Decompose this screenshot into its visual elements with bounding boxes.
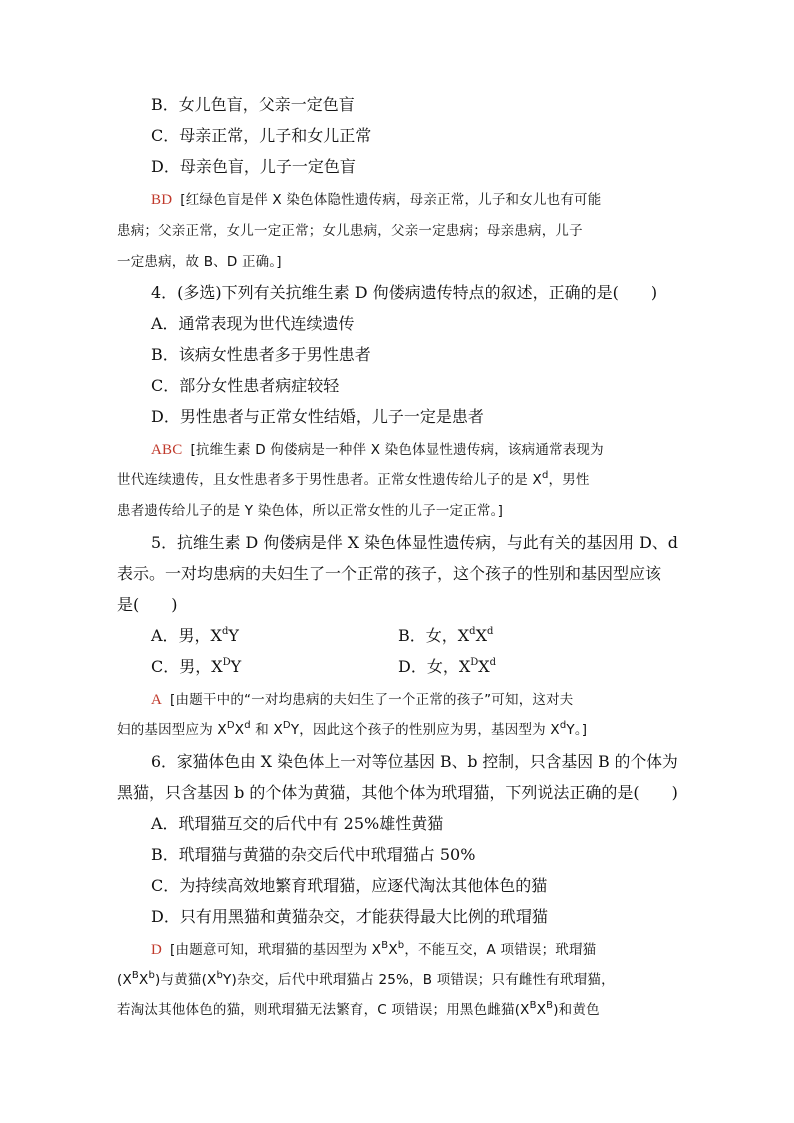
text-run: D．只有用黑猫和黄猫杂交，才能获得最大比例的玳瑁猫 [151, 907, 548, 926]
question-text-line [151, 376, 339, 396]
text-run: 世代连续遗传，且女性患者多于男性患者。正常女性遗传给儿子的是 X [117, 472, 542, 488]
question-text-line [151, 752, 678, 772]
question-text-line [151, 533, 678, 553]
text-run: C．部分女性患者病症较轻 [151, 376, 340, 395]
question-text-line [151, 814, 443, 834]
answer-explanation-line [117, 970, 615, 990]
text-run: 若淘汰其他体色的猫，则玳瑁猫无法繁育，C 项错误；用黑色雌猫(X [117, 1002, 530, 1018]
question-text-line [151, 345, 371, 365]
text-run: 6．家猫体色由 X 染色体上一对等位基因 B、b 控制，只含基因 B 的个体为 [151, 752, 678, 771]
text-run: Y [228, 626, 239, 645]
question-text-line [151, 845, 475, 865]
answer-explanation-line [151, 940, 596, 960]
superscript: d [489, 656, 497, 668]
question-text-line [117, 595, 178, 615]
text-run: Y [230, 657, 242, 676]
superscript: D [470, 656, 479, 668]
text-run: )和黄色 [553, 1002, 600, 1018]
superscript: d [221, 625, 229, 637]
superscript: d [469, 625, 476, 637]
answer-key: A [151, 692, 163, 708]
superscript: B [529, 999, 537, 1011]
superscript: d [541, 469, 549, 481]
text-run: 黑猫，只含基因 b 的个体为黄猫，其他个体为玳瑁猫，下列说法正确的是( ) [117, 783, 678, 802]
answer-key: D [151, 942, 163, 958]
question-text-line [398, 626, 493, 646]
text-run: A．玳瑁猫互交的后代中有 25%雄性黄猫 [151, 814, 444, 833]
superscript: B [381, 939, 389, 951]
answer-explanation-line [151, 190, 601, 210]
question-text-line [151, 157, 356, 177]
text-run: 妇的基因型应为 X [117, 722, 227, 738]
superscript: b [148, 969, 155, 981]
text-run: X [536, 1002, 547, 1018]
superscript: D [226, 719, 235, 731]
text-run: [由题意可知，玳瑁猫的基因型为 X [170, 942, 382, 958]
superscript: d [559, 719, 567, 731]
text-run: Y。] [566, 722, 588, 738]
question-text-line [151, 126, 371, 146]
text-run: 一定患病，故 B、D 正确。] [117, 254, 282, 270]
answer-key: ABC [151, 442, 183, 458]
text-run: D．女，X [398, 657, 471, 676]
text-run: 4．(多选)下列有关抗维生素 D 佝偻病遗传特点的叙述，正确的是( ) [151, 283, 658, 302]
text-run: 5．抗维生素 D 佝偻病是伴 X 染色体显性遗传病，与此有关的基因用 D、d [151, 533, 678, 552]
text-run: X [234, 722, 245, 738]
text-run: B．女，X [398, 626, 470, 645]
text-run: X [475, 626, 487, 645]
text-run: 和 X [250, 722, 283, 738]
text-run: Y)杂交，后代中玳瑁猫占 25%，B 项错误；只有雌性有玳瑁猫， [223, 972, 615, 988]
question-text-line [151, 95, 355, 115]
answer-explanation-line [117, 720, 587, 740]
answer-explanation-line [117, 501, 503, 521]
text-run: 患者遗传给儿子的是 Y 染色体，所以正常女性的儿子一定正常。] [117, 503, 504, 519]
question-text-line [151, 907, 548, 927]
text-run: C．男，X [151, 657, 223, 676]
text-run: Y，因此这个孩子的性别应为男，基因型为 X [290, 722, 560, 738]
superscript: d [244, 719, 251, 731]
text-run: C．为持续高效地繁育玳瑁猫，应逐代淘汰其他体色的猫 [151, 876, 548, 895]
answer-explanation-line [117, 1000, 600, 1020]
superscript: d [486, 625, 494, 637]
question-text-line [151, 626, 239, 646]
text-run: B．玳瑁猫与黄猫的杂交后代中玳瑁猫占 50% [151, 845, 476, 864]
text-run: A．通常表现为世代连续遗传 [151, 314, 355, 333]
question-text-line [151, 876, 547, 896]
text-run: 是( ) [117, 595, 178, 614]
question-text-line [117, 564, 661, 584]
superscript: B [546, 999, 554, 1011]
text-run: )与黄猫(X [155, 972, 217, 988]
text-run: 表示。一对均患病的夫妇生了一个正常的孩子，这个孩子的性别和基因型应该 [117, 564, 662, 583]
answer-key: BD [151, 192, 173, 208]
superscript: B [131, 969, 139, 981]
text-run: [抗维生素 D 佝偻病是一种伴 X 染色体显性遗传病，该病通常表现为 [190, 442, 604, 458]
question-text-line [151, 283, 657, 303]
question-text-line [151, 407, 484, 427]
superscript: D [222, 656, 231, 668]
text-run: B．女儿色盲，父亲一定色盲 [151, 95, 355, 114]
text-run: 患病；父亲正常，女儿一定正常；女儿患病，父亲一定患病；母亲患病，儿子 [117, 223, 583, 239]
text-run: D．男性患者与正常女性结婚，儿子一定是患者 [151, 407, 484, 426]
answer-explanation-line [151, 440, 604, 460]
answer-explanation-line [117, 252, 282, 272]
text-run: ，不能互交，A 项错误；玳瑁猫 [404, 942, 597, 958]
superscript: b [397, 939, 405, 951]
text-run: X [388, 942, 398, 958]
text-run: B．该病女性患者多于男性患者 [151, 345, 371, 364]
text-run: ，男性 [548, 472, 590, 488]
text-run: X [478, 657, 490, 676]
superscript: b [216, 969, 224, 981]
answer-explanation-line [117, 470, 590, 490]
text-run: (X [117, 972, 132, 988]
question-text-line [117, 783, 678, 803]
text-run: C．母亲正常，儿子和女儿正常 [151, 126, 372, 145]
text-run: [红绿色盲是伴 X 染色体隐性遗传病，母亲正常，儿子和女儿也有可能 [180, 192, 602, 208]
text-run: [由题干中的“一对均患病的夫妇生了一个正常的孩子”可知，这对夫 [170, 692, 574, 708]
question-text-line [151, 314, 355, 334]
question-text-line [151, 657, 241, 677]
answer-explanation-line [151, 690, 574, 710]
superscript: D [282, 719, 291, 731]
text-run: A．男，X [151, 626, 222, 645]
question-text-line [398, 657, 496, 677]
text-run: D．母亲色盲，儿子一定色盲 [151, 157, 356, 176]
text-run: X [138, 972, 149, 988]
answer-explanation-line [117, 221, 583, 241]
